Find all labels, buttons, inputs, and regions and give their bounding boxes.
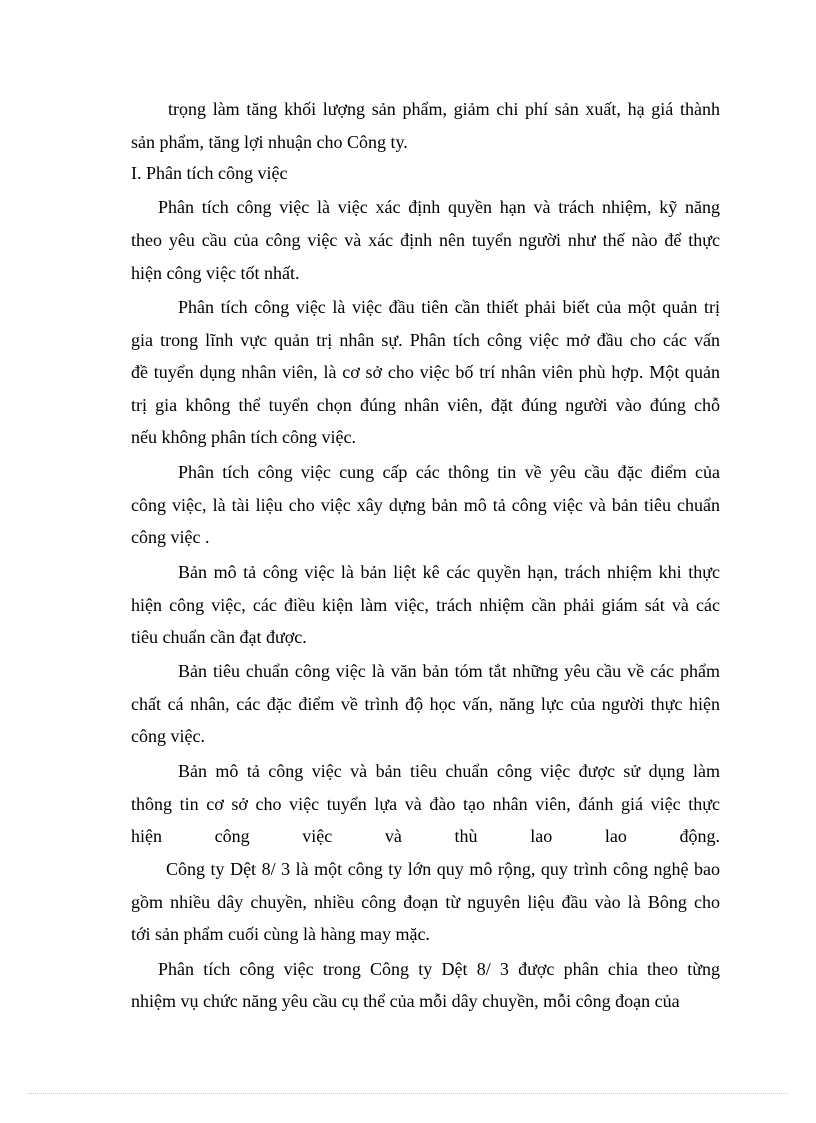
text-line: Phân tích công việc là việc đầu tiên cần thiết phải biết của một quản trị [178,297,720,317]
text-line: công việc, là tài liệu cho việc xây dựng bản mô tả công việc và bản tiêu chuẩn [131,495,720,515]
text-line: Bản mô tả công việc và bản tiêu chuẩn công việc được sử dụng làm [178,761,720,781]
text-line: nhiệm vụ chức năng yêu cầu cụ thể của mỗi dây chuyền, mỗi công đoạn của [131,991,680,1011]
text-line: nếu không phân tích công việc. [131,427,356,447]
text-line: chất cá nhân, các đặc điểm về trình độ học vấn, năng lực của người thực hiện [131,694,720,714]
text-line: công việc . [131,527,210,547]
text-line: Bản tiêu chuẩn công việc là văn bản tóm tắt những yêu cầu về các phẩm [178,661,720,681]
text-line: theo yêu cầu của công việc và xác định nên tuyển người như thế nào để thực [131,230,720,250]
text-line: tiêu chuẩn cần đạt được. [131,627,307,647]
section-heading: I. Phân tích công việc [131,163,288,183]
text-line: tới sản phẩm cuối cùng là hàng may mặc. [131,924,430,944]
text-line: hiện công việc và thù lao lao động. [131,826,720,846]
text-line: sản phẩm, tăng lợi nhuận cho Công ty. [131,132,408,152]
text-line: đề tuyển dụng nhân viên, là cơ sở cho việc bố trí nhân viên phù hợp. Một quản [131,362,720,382]
text-line: Phân tích công việc trong Công ty Dệt 8/ 3 được phân chia theo từng [158,959,720,979]
text-line: Phân tích công việc là việc xác định quyền hạn và trách nhiệm, kỹ năng [158,197,720,217]
text-line: Công ty Dệt 8/ 3 là một công ty lớn quy mô rộng, quy trình công nghệ bao [166,859,720,879]
text-line: hiện công việc, các điều kiện làm việc, trách nhiệm cần phải giám sát và các [131,595,720,615]
text-line: trọng làm tăng khối lượng sản phẩm, giảm chi phí sản xuất, hạ giá thành [168,99,720,119]
text-line: hiện công việc tốt nhất. [131,263,300,283]
text-line: công việc. [131,726,205,746]
text-line: Bản mô tả công việc là bản liệt kê các quyền hạn, trách nhiệm khi thực [178,562,720,582]
page-bottom-divider [28,1093,788,1094]
text-line: gia trong lĩnh vực quản trị nhân sự. Phân tích công việc mở đầu cho các vấn [131,330,720,350]
text-line: gồm nhiều dây chuyền, nhiều công đoạn từ nguyên liệu đầu vào là Bông cho [131,892,720,912]
text-line: thông tin cơ sở cho việc tuyển lựa và đào tạo nhân viên, đánh giá việc thực [131,794,720,814]
text-line: Phân tích công việc cung cấp các thông tin về yêu cầu đặc điểm của [178,462,720,482]
text-line: trị gia không thể tuyển chọn đúng nhân viên, đặt đúng người vào đúng chỗ [131,395,720,415]
